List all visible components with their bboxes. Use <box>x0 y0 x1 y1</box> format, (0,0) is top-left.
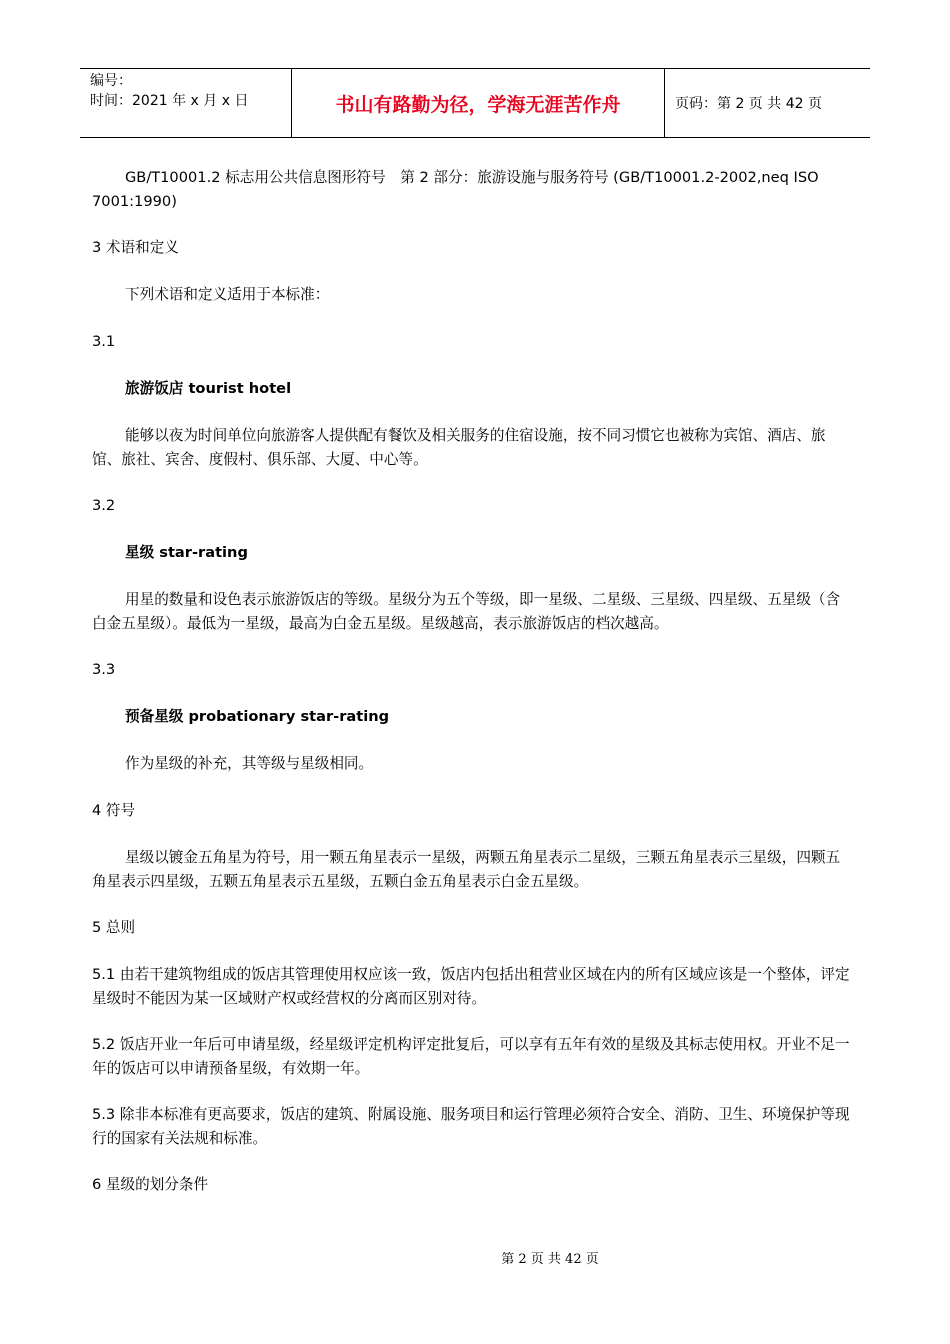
clause-number-3-2: 3.2 <box>92 497 116 514</box>
page-footer <box>0 1248 950 1267</box>
section-3-intro: 下列术语和定义适用于本标准： <box>125 286 330 303</box>
header-meta <box>80 69 292 137</box>
footer-page-number: 第 2 页 共 42 页 <box>501 1252 599 1267</box>
header-motto: 书山有路勤为径，学海无涯苦作舟 <box>292 69 665 137</box>
section-heading-6: 6 星级的划分条件 <box>92 1176 209 1193</box>
document-body <box>92 166 852 1197</box>
section-4-text: 星级以镀金五角星为符号，用一颗五角星表示一星级，两颗五角星表示二星级，三颗五角星表示三星级，四颗五角星表示四星级，五颗五角星表示五星级，五颗白金五角星表示白金五星级。 <box>92 849 841 890</box>
section-heading-4: 4 符号 <box>92 802 136 819</box>
header-page-info: 页码：第 2 页 共 42 页 <box>675 96 822 112</box>
clause-number-3-1: 3.1 <box>92 333 116 350</box>
reference-standard: GB/T10001.2 标志用公共信息图形符号 第 2 部分：旅游设施与服务符号 (GB/T10001.2-2002,neq ISO 7001:1990) <box>92 169 819 210</box>
clause-5-2: 5.2 饭店开业一年后可申请星级，经星级评定机构评定批复后，可以享有五年有效的星级及其标志使用权。开业不足一年的饭店可以申请预备星级，有效期一年。 <box>92 1036 850 1077</box>
section-heading-3: 3 术语和定义 <box>92 239 179 256</box>
clause-5-3: 5.3 除非本标准有更高要求，饭店的建筑、附属设施、服务项目和运行管理必须符合安全、消防、卫生、环境保护等现行的国家有关法规和标准。 <box>92 1106 850 1147</box>
clause-number-3-3: 3.3 <box>92 661 116 678</box>
clause-5-1: 5.1 由若干建筑物组成的饭店其管理使用权应该一致，饭店内包括出租营业区域在内的所有区域应该是一个整体，评定星级时不能因为某一区域财产权或经营权的分离而区别对待。 <box>92 966 850 1007</box>
document-date: 时间：2021 年 x 月 x 日 <box>90 93 249 109</box>
document-number-label: 编号： <box>90 73 132 89</box>
definition-star-rating: 用星的数量和设色表示旅游饭店的等级。星级分为五个等级，即一星级、二星级、三星级、四星级、五星级（含白金五星级）。最低为一星级，最高为白金五星级。星级越高，表示旅游饭店的档次越高。 <box>92 591 841 632</box>
section-heading-5: 5 总则 <box>92 919 136 936</box>
term-star-rating: 星级 star-rating <box>125 544 248 561</box>
page-header <box>80 68 870 138</box>
term-probationary-star-rating: 预备星级 probationary star-rating <box>125 708 390 725</box>
definition-probationary-star-rating: 作为星级的补充，其等级与星级相同。 <box>125 755 374 772</box>
definition-tourist-hotel: 能够以夜为时间单位向旅游客人提供配有餐饮及相关服务的住宿设施，按不同习惯它也被称为宾馆、酒店、旅馆、旅社、宾舍、度假村、俱乐部、大厦、中心等。 <box>92 427 826 468</box>
term-tourist-hotel: 旅游饭店 tourist hotel <box>125 380 292 397</box>
